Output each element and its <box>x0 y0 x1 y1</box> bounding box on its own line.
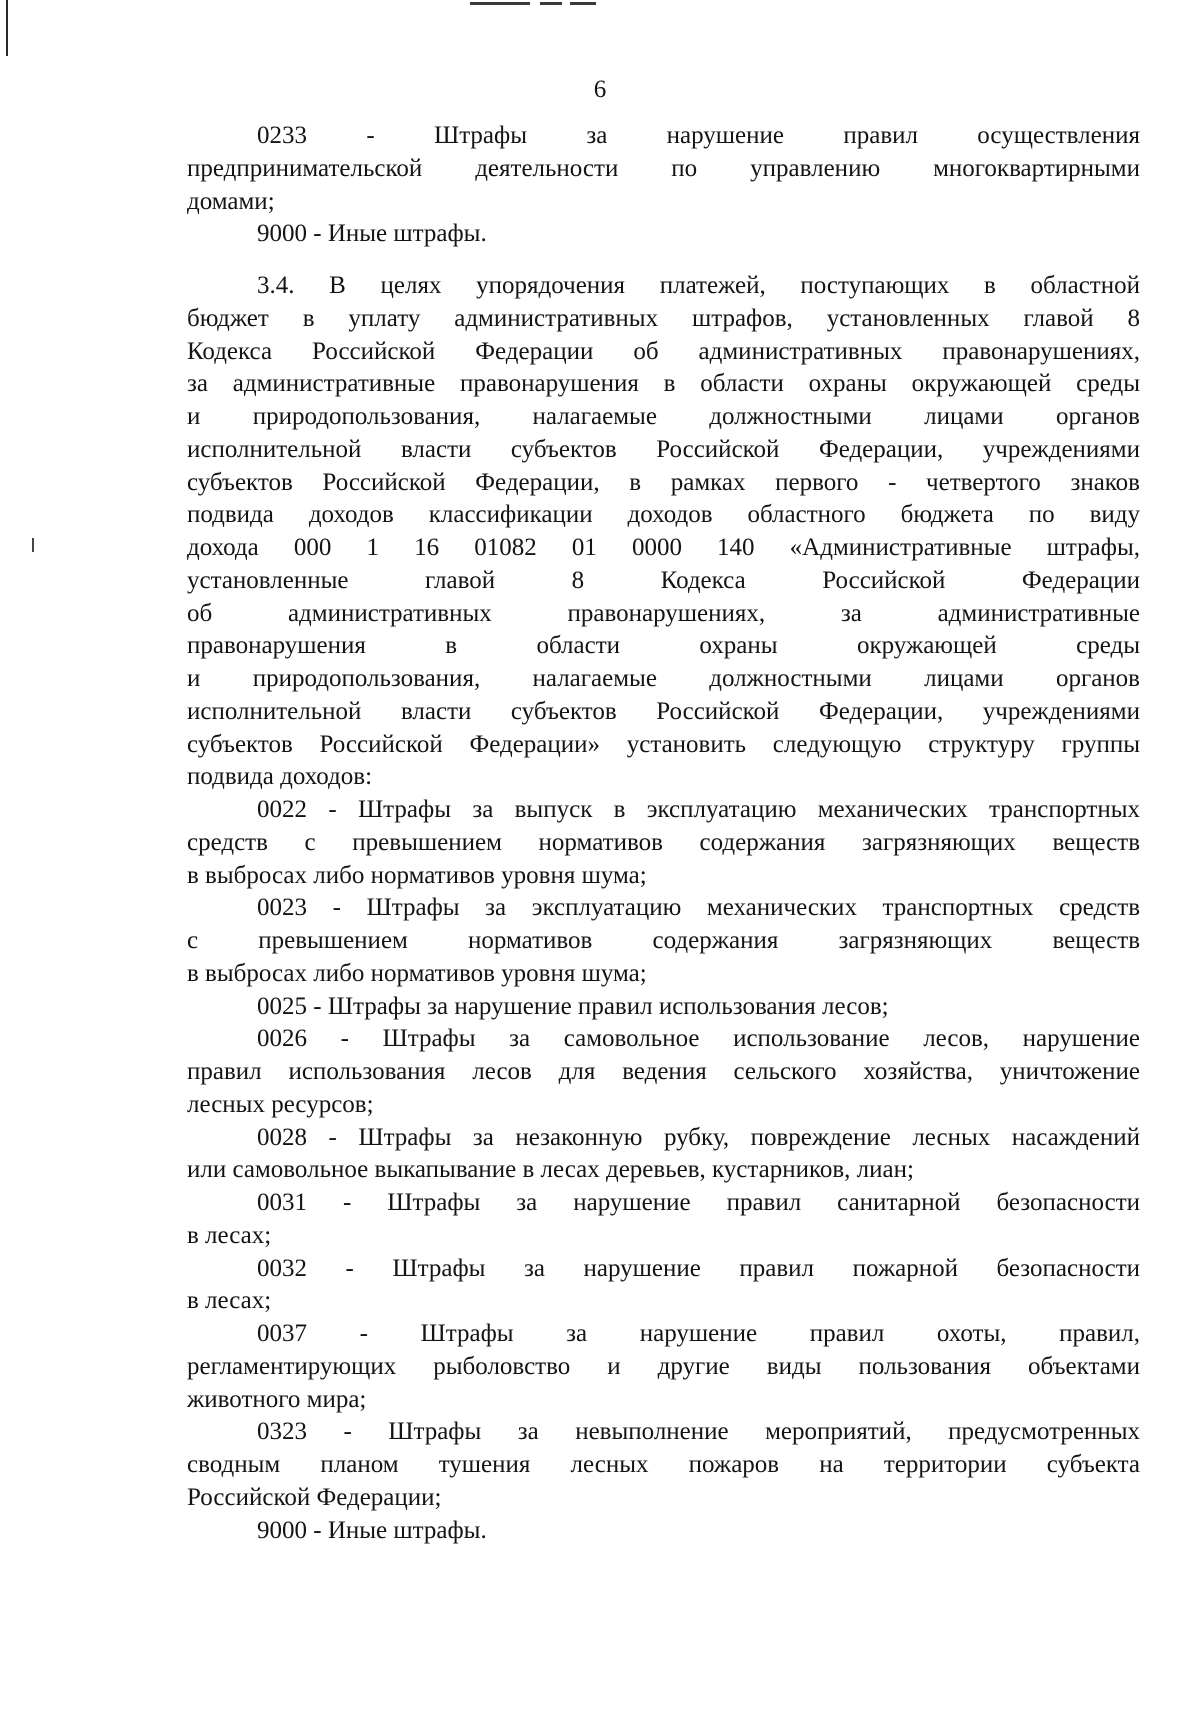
text-line: домами; <box>187 187 275 215</box>
text-line: 0032 - Штрафы за нарушение правил пожарной безопасности <box>257 1254 1140 1282</box>
text-line: 0022 - Штрафы за выпуск в эксплуатацию механических транспортных <box>257 796 1140 823</box>
page-number: 6 <box>593 76 607 103</box>
list-item <box>187 1416 1140 1514</box>
scan-artifact-tick <box>32 538 34 552</box>
text-line: средств с превышением нормативов содержания загрязняющих веществ <box>187 828 1140 856</box>
text-line: субъектов Российской Федерации» установить следующую структуру группы <box>187 730 1140 758</box>
text-line: исполнительной власти субъектов Российской Федерации, учреждениями <box>187 697 1140 725</box>
list-item <box>187 1253 1140 1319</box>
text-line: и природопользования, налагаемые должностными лицами органов <box>187 665 1140 692</box>
text-line: в выбросах либо нормативов уровня шума; <box>187 959 647 987</box>
text-line: субъектов Российской Федерации, в рамках первого - четвертого знаков <box>187 468 1140 496</box>
text-line: 0323 - Штрафы за невыполнение мероприятий, предусмотренных <box>257 1418 1140 1446</box>
list-item <box>187 794 1140 892</box>
text-line: 0025 - Штрафы за нарушение правил использования лесов; <box>257 992 889 1020</box>
text-line: установленные главой 8 Кодекса Российской Федерации <box>187 566 1140 594</box>
text-line: или самовольное выкапывание в лесах деревьев, кустарников, лиан; <box>187 1156 914 1184</box>
text-line: Кодекса Российской Федерации об административных правонарушениях, <box>187 337 1140 365</box>
text-line: 0031 - Штрафы за нарушение правил санитарной безопасности <box>257 1189 1140 1216</box>
text-line: в лесах; <box>187 1287 272 1315</box>
text-line: 0028 - Штрафы за незаконную рубку, повреждение лесных насаждений <box>257 1123 1140 1151</box>
list-item <box>187 1318 1140 1416</box>
text-line: 0037 - Штрафы за нарушение правил охоты, правил, <box>257 1320 1140 1347</box>
section-a <box>187 120 1140 251</box>
text-line: регламентирующих рыболовство и другие виды пользования объектами <box>187 1352 1140 1380</box>
list-item <box>187 991 1140 1024</box>
text-line: исполнительной власти субъектов Российской Федерации, учреждениями <box>187 435 1140 463</box>
text-line: Российской Федерации; <box>187 1483 442 1511</box>
text-line: подвида доходов классификации доходов областного бюджета по виду <box>187 501 1140 529</box>
text-line: правил использования лесов для ведения сельского хозяйства, уничтожение <box>187 1058 1140 1085</box>
list-item <box>187 1122 1140 1188</box>
text-line: подвида доходов: <box>187 763 373 791</box>
list-item <box>187 1515 1140 1548</box>
text-line: бюджет в уплату административных штрафов, установленных главой 8 <box>187 304 1140 332</box>
clause-intro <box>187 270 1140 794</box>
text-line: 0026 - Штрафы за самовольное использование лесов, нарушение <box>257 1025 1140 1053</box>
text-line: 9000 - Иные штрафы. <box>257 1516 487 1544</box>
text-line: дохода 000 1 16 01082 01 0000 140 «Административные штрафы, <box>187 534 1140 561</box>
text-line: правонарушения в области охраны окружающей среды <box>187 632 1140 660</box>
text-line: за административные правонарушения в области охраны окружающей среды <box>187 370 1140 398</box>
text-line: с превышением нормативов содержания загрязняющих веществ <box>187 927 1140 954</box>
scan-artifact-left <box>6 0 8 56</box>
list-item <box>187 1023 1140 1121</box>
scan-artifact-top <box>470 0 598 5</box>
text-line: лесных ресурсов; <box>187 1090 374 1118</box>
text-line: об административных правонарушениях, за административные <box>187 599 1140 627</box>
text-line: 0023 - Штрафы за эксплуатацию механических транспортных средств <box>257 894 1140 922</box>
list-item <box>187 892 1140 990</box>
text-line: в лесах; <box>187 1221 272 1249</box>
text-line: 3.4. В целях упорядочения платежей, поступающих в областной <box>257 272 1140 299</box>
text-line: в выбросах либо нормативов уровня шума; <box>187 861 647 889</box>
text-line: 9000 - Иные штрафы. <box>257 220 487 248</box>
section-b <box>187 270 1140 1547</box>
text-line: и природопользования, налагаемые должностными лицами органов <box>187 403 1140 430</box>
text-line: животного мира; <box>187 1385 367 1413</box>
text-line: 0233 - Штрафы за нарушение правил осуществления <box>257 122 1140 149</box>
text-line: сводным планом тушения лесных пожаров на территории субъекта <box>187 1451 1140 1478</box>
text-line: предпринимательской деятельности по управлению многоквартирными <box>187 154 1140 182</box>
list-item <box>187 1187 1140 1253</box>
